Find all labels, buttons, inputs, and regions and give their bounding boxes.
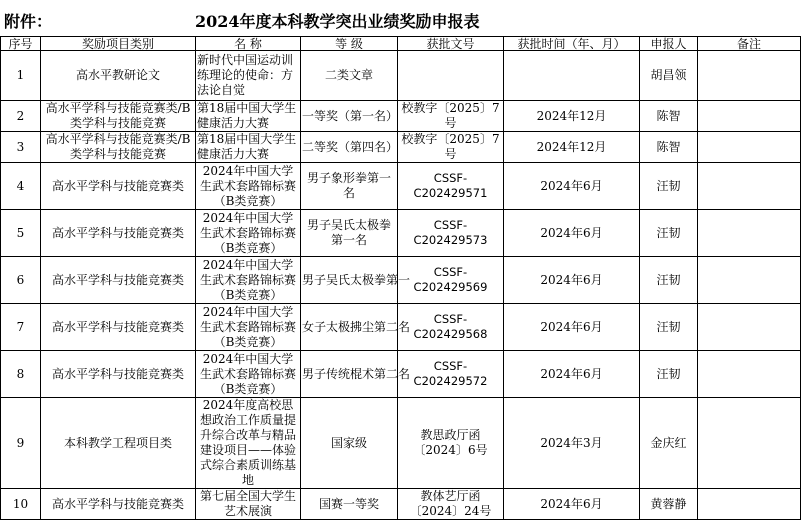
cell-applicant: 黄蓉静 xyxy=(640,489,698,520)
cell-level: 男子吴氏太极拳第一 xyxy=(301,257,398,304)
cell-category: 高水平学科与技能竞赛类 xyxy=(41,351,196,398)
attachment-label: 附件： xyxy=(4,12,53,31)
cell-doc: 校教字〔2025〕7号 xyxy=(398,132,504,163)
table-row xyxy=(1,489,801,520)
cell-date: 2024年12月 xyxy=(504,101,640,132)
cell-applicant: 汪韧 xyxy=(640,257,698,304)
cell-name: 第18届中国大学生健康活力大赛 xyxy=(196,132,301,163)
col-header-name: 名 称 xyxy=(196,37,301,51)
cell-name: 2024年中国大学生武术套路锦标赛（B类竞赛） xyxy=(196,257,301,304)
cell-level: 二等奖（第四名） xyxy=(301,132,398,163)
cell-level: 男子吴氏太极拳第一名 xyxy=(301,210,398,257)
table-row xyxy=(1,351,801,398)
cell-note xyxy=(698,51,801,101)
cell-no: 2 xyxy=(1,101,41,132)
cell-category: 高水平学科与技能竞赛类 xyxy=(41,304,196,351)
cell-level: 女子太极拂尘第二名 xyxy=(301,304,398,351)
cell-applicant: 金庆红 xyxy=(640,398,698,489)
cell-doc: CSSF-C202429573 xyxy=(398,210,504,257)
table-row xyxy=(1,257,801,304)
cell-name: 2024年度高校思想政治工作质量提升综合改革与精品建设项目——体验式综合素质训练基地 xyxy=(196,398,301,489)
cell-applicant: 陈智 xyxy=(640,101,698,132)
cell-category: 高水平学科与技能竞赛类 xyxy=(41,210,196,257)
cell-no: 8 xyxy=(1,351,41,398)
cell-applicant: 胡昌领 xyxy=(640,51,698,101)
cell-doc: CSSF-C202429569 xyxy=(398,257,504,304)
table-header-row xyxy=(1,37,801,51)
cell-doc: 教体艺厅函〔2024〕24号 xyxy=(398,489,504,520)
cell-doc xyxy=(398,51,504,101)
cell-category: 高水平教研论文 xyxy=(41,51,196,101)
cell-category: 高水平学科与技能竞赛类/B类学科与技能竞赛 xyxy=(41,132,196,163)
cell-date: 2024年6月 xyxy=(504,210,640,257)
cell-applicant: 汪韧 xyxy=(640,304,698,351)
award-table xyxy=(0,36,801,520)
cell-no: 1 xyxy=(1,51,41,101)
table-row xyxy=(1,132,801,163)
cell-name: 新时代中国运动训练理论的使命：方法论自觉 xyxy=(196,51,301,101)
cell-date: 2024年12月 xyxy=(504,132,640,163)
cell-applicant: 汪韧 xyxy=(640,351,698,398)
cell-applicant: 汪韧 xyxy=(640,163,698,210)
cell-no: 3 xyxy=(1,132,41,163)
cell-level: 国家级 xyxy=(301,398,398,489)
cell-category: 高水平学科与技能竞赛类 xyxy=(41,489,196,520)
table-row xyxy=(1,210,801,257)
cell-note xyxy=(698,210,801,257)
cell-date xyxy=(504,51,640,101)
table-row xyxy=(1,163,801,210)
cell-level: 男子传统棍术第二名 xyxy=(301,351,398,398)
cell-note xyxy=(698,132,801,163)
cell-level: 男子象形拳第一名 xyxy=(301,163,398,210)
cell-date: 2024年6月 xyxy=(504,351,640,398)
page-title: 2024年度本科教学突出业绩奖励申报表 xyxy=(195,12,480,31)
col-header-category: 奖励项目类别 xyxy=(41,37,196,51)
cell-note xyxy=(698,101,801,132)
table-row xyxy=(1,304,801,351)
cell-category: 高水平学科与技能竞赛类 xyxy=(41,163,196,210)
col-header-no: 序号 xyxy=(1,37,41,51)
cell-no: 6 xyxy=(1,257,41,304)
cell-date: 2024年3月 xyxy=(504,398,640,489)
cell-no: 4 xyxy=(1,163,41,210)
table-row xyxy=(1,51,801,101)
col-header-date: 获批时间（年、月） xyxy=(504,37,640,51)
cell-note xyxy=(698,398,801,489)
cell-doc: 教思政厅函〔2024〕6号 xyxy=(398,398,504,489)
cell-no: 10 xyxy=(1,489,41,520)
cell-applicant: 陈智 xyxy=(640,132,698,163)
cell-note xyxy=(698,163,801,210)
cell-no: 9 xyxy=(1,398,41,489)
cell-doc: CSSF-C202429572 xyxy=(398,351,504,398)
col-header-doc: 获批文号 xyxy=(398,37,504,51)
cell-name: 2024年中国大学生武术套路锦标赛（B类竞赛） xyxy=(196,210,301,257)
cell-category: 高水平学科与技能竞赛类 xyxy=(41,257,196,304)
cell-date: 2024年6月 xyxy=(504,257,640,304)
cell-name: 第七届全国大学生艺术展演 xyxy=(196,489,301,520)
page-header xyxy=(0,0,800,36)
cell-name: 2024年中国大学生武术套路锦标赛（B类竞赛） xyxy=(196,163,301,210)
cell-applicant: 汪韧 xyxy=(640,210,698,257)
cell-date: 2024年6月 xyxy=(504,304,640,351)
cell-note xyxy=(698,489,801,520)
cell-level: 二类文章 xyxy=(301,51,398,101)
cell-category: 本科教学工程项目类 xyxy=(41,398,196,489)
cell-doc: CSSF-C202429571 xyxy=(398,163,504,210)
cell-note xyxy=(698,257,801,304)
cell-name: 2024年中国大学生武术套路锦标赛（B类竞赛） xyxy=(196,304,301,351)
cell-date: 2024年6月 xyxy=(504,163,640,210)
table-row xyxy=(1,398,801,489)
col-header-note: 备注 xyxy=(698,37,801,51)
cell-name: 第18届中国大学生健康活力大赛 xyxy=(196,101,301,132)
cell-note xyxy=(698,304,801,351)
cell-no: 5 xyxy=(1,210,41,257)
col-header-level: 等 级 xyxy=(301,37,398,51)
cell-level: 国赛一等奖 xyxy=(301,489,398,520)
cell-note xyxy=(698,351,801,398)
table-row xyxy=(1,101,801,132)
cell-level: 一等奖（第一名） xyxy=(301,101,398,132)
col-header-applicant: 申报人 xyxy=(640,37,698,51)
cell-date: 2024年6月 xyxy=(504,489,640,520)
cell-category: 高水平学科与技能竞赛类/B类学科与技能竞赛 xyxy=(41,101,196,132)
cell-no: 7 xyxy=(1,304,41,351)
cell-doc: 校教字〔2025〕7号 xyxy=(398,101,504,132)
cell-doc: CSSF-C202429568 xyxy=(398,304,504,351)
cell-name: 2024年中国大学生武术套路锦标赛（B类竞赛） xyxy=(196,351,301,398)
